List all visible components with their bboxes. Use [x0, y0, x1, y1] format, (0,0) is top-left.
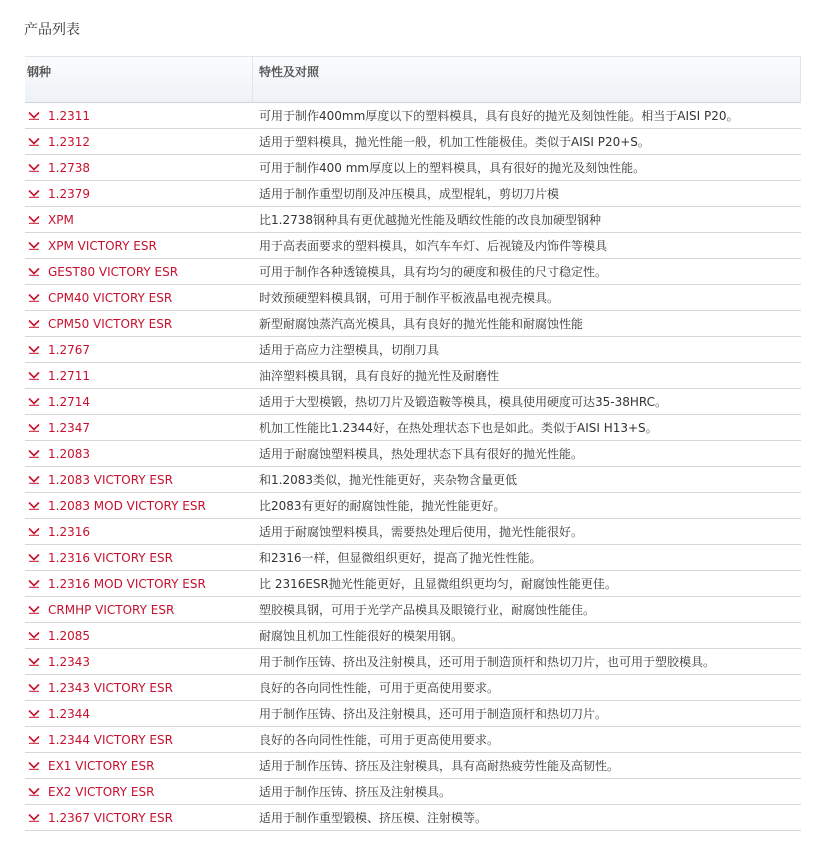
grade-label[interactable]: 1.2085 [48, 628, 90, 643]
grade-link[interactable] [25, 603, 259, 617]
page-title: 产品列表 [24, 22, 80, 38]
chevron-down-icon [28, 319, 40, 328]
header-grade: 钢种 [25, 57, 253, 102]
grade-description: 和1.2083类似，抛光性能更好，夹杂物含量更低 [259, 472, 517, 487]
chevron-down-icon [28, 579, 40, 588]
table-row [25, 545, 801, 571]
grade-link[interactable] [25, 213, 259, 227]
grade-description: 适用于制作重型切削及冲压模具，成型棍轧，剪切刀片模 [259, 186, 560, 201]
grade-label[interactable]: 1.2711 [48, 368, 90, 383]
chevron-down-icon [28, 761, 40, 770]
chevron-down-icon [28, 371, 40, 380]
grade-label[interactable]: 1.2347 [48, 420, 90, 435]
grade-description: 适用于耐腐蚀塑料模具，需要热处理后使用，抛光性能很好。 [259, 524, 584, 539]
chevron-down-icon [28, 735, 40, 744]
grade-label[interactable]: XPM VICTORY ESR [48, 238, 157, 253]
grade-link[interactable] [25, 577, 259, 591]
grade-description: 油淬塑料模具钢，具有良好的抛光性及耐磨性 [259, 368, 500, 383]
table-row [25, 441, 801, 467]
chevron-down-icon [28, 137, 40, 146]
grade-label[interactable]: 1.2316 MOD VICTORY ESR [48, 576, 206, 591]
grade-label[interactable]: 1.2767 [48, 342, 90, 357]
grade-link[interactable] [25, 525, 259, 539]
grade-link[interactable] [25, 655, 259, 669]
grade-description: 良好的各向同性性能，可用于更高使用要求。 [259, 680, 500, 695]
chevron-down-icon [28, 631, 40, 640]
grade-description: 适用于塑料模具，抛光性能一般，机加工性能极佳。类似于AISI P20+S。 [259, 134, 650, 149]
chevron-down-icon [28, 397, 40, 406]
chevron-down-icon [28, 293, 40, 302]
grade-link[interactable] [25, 135, 259, 149]
grade-label[interactable]: XPM [48, 212, 74, 227]
grade-label[interactable]: 1.2311 [48, 108, 90, 123]
chevron-down-icon [28, 527, 40, 536]
grade-link[interactable] [25, 447, 259, 461]
chevron-down-icon [28, 605, 40, 614]
grade-description: 用于制作压铸、挤出及注射模具，还可用于制造顶杆和热切刀片。 [259, 706, 608, 721]
grade-label[interactable]: 1.2367 VICTORY ESR [48, 810, 173, 825]
grade-link[interactable] [25, 473, 259, 487]
grade-label[interactable]: 1.2083 MOD VICTORY ESR [48, 498, 206, 513]
table-row [25, 129, 801, 155]
table-row [25, 597, 801, 623]
grade-link[interactable] [25, 759, 259, 773]
chevron-down-icon [28, 111, 40, 120]
grade-description: 适用于耐腐蚀塑料模具，热处理状态下具有很好的抛光性能。 [259, 446, 584, 461]
chevron-down-icon [28, 813, 40, 822]
table-row [25, 753, 801, 779]
grade-label[interactable]: 1.2379 [48, 186, 90, 201]
table-row [25, 805, 801, 831]
grade-description: 可用于制作400 mm厚度以上的塑料模具，具有很好的抛光及刻蚀性能。 [259, 160, 646, 175]
grade-link[interactable] [25, 733, 259, 747]
grade-label[interactable]: 1.2312 [48, 134, 90, 149]
table-row [25, 727, 801, 753]
chevron-down-icon [28, 423, 40, 432]
table-row [25, 779, 801, 805]
table-row [25, 389, 801, 415]
grade-description: 比1.2738钢种具有更优越抛光性能及晒纹性能的改良加硬型钢种 [259, 212, 601, 227]
grade-description: 用于制作压铸、挤出及注射模具，还可用于制造顶杆和热切刀片，也可用于塑胶模具。 [259, 654, 716, 669]
header-features: 特性及对照 [259, 65, 320, 79]
chevron-down-icon [28, 501, 40, 510]
grade-label[interactable]: 1.2083 VICTORY ESR [48, 472, 173, 487]
grade-label[interactable]: 1.2343 VICTORY ESR [48, 680, 173, 695]
table-body [25, 103, 801, 831]
chevron-down-icon [28, 683, 40, 692]
table-row [25, 649, 801, 675]
chevron-down-icon [28, 657, 40, 666]
chevron-down-icon [28, 449, 40, 458]
table-row [25, 337, 801, 363]
chevron-down-icon [28, 787, 40, 796]
chevron-down-icon [28, 267, 40, 276]
grade-label[interactable]: 1.2714 [48, 394, 90, 409]
grade-label[interactable]: 1.2316 [48, 524, 90, 539]
grade-link[interactable] [25, 161, 259, 175]
table-row [25, 415, 801, 441]
grade-description: 适用于高应力注塑模具，切削刀具 [259, 342, 440, 357]
grade-link[interactable] [25, 291, 259, 305]
grade-description: 适用于制作压铸、挤压及注射模具。 [259, 784, 452, 799]
table-row [25, 701, 801, 727]
table-header [25, 56, 801, 103]
grade-description: 可用于制作400mm厚度以下的塑料模具，具有良好的抛光及刻蚀性能。相当于AISI P20。 [259, 108, 739, 123]
chevron-down-icon [28, 215, 40, 224]
grade-link[interactable] [25, 187, 259, 201]
grade-label[interactable]: 1.2344 [48, 706, 90, 721]
grade-label[interactable]: CRMHP VICTORY ESR [48, 602, 175, 617]
grade-link[interactable] [25, 109, 259, 123]
grade-link[interactable] [25, 317, 259, 331]
chevron-down-icon [28, 709, 40, 718]
grade-link[interactable] [25, 551, 259, 565]
chevron-down-icon [28, 163, 40, 172]
table-row [25, 311, 801, 337]
grade-description: 新型耐腐蚀蒸汽高光模具，具有良好的抛光性能和耐腐蚀性能 [259, 316, 584, 331]
table-row [25, 103, 801, 129]
table-row [25, 285, 801, 311]
table-row [25, 363, 801, 389]
grade-label[interactable]: 1.2343 [48, 654, 90, 669]
grade-label[interactable]: CPM50 VICTORY ESR [48, 316, 173, 331]
grade-description: 比2083有更好的耐腐蚀性能，抛光性能更好。 [259, 498, 506, 513]
grade-link[interactable] [25, 369, 259, 383]
grade-label[interactable]: GEST80 VICTORY ESR [48, 264, 179, 279]
grade-description: 时效预硬塑料模具钢，可用于制作平板液晶电视壳模具。 [259, 290, 560, 305]
grade-label[interactable]: 1.2316 VICTORY ESR [48, 550, 173, 565]
grade-description: 适用于制作重型锻模、挤压模、注射模等。 [259, 810, 488, 825]
grade-label[interactable]: 1.2344 VICTORY ESR [48, 732, 173, 747]
grade-description: 良好的各向同性性能，可用于更高使用要求。 [259, 732, 500, 747]
grade-link[interactable] [25, 785, 259, 799]
grade-label[interactable]: 1.2738 [48, 160, 90, 175]
table-row [25, 181, 801, 207]
grade-description: 机加工性能比1.2344好，在热处理状态下也是如此。类似于AISI H13+S。 [259, 420, 658, 435]
grade-link[interactable] [25, 239, 259, 253]
table-row [25, 493, 801, 519]
chevron-down-icon [28, 345, 40, 354]
grade-label[interactable]: EX2 VICTORY ESR [48, 784, 155, 799]
grade-label[interactable]: EX1 VICTORY ESR [48, 758, 155, 773]
grade-link[interactable] [25, 681, 259, 695]
grade-label[interactable]: 1.2083 [48, 446, 90, 461]
grade-description: 适用于大型模锻，热切刀片及锻造鞍等模具，模具使用硬度可达35-38HRC。 [259, 394, 668, 409]
grade-link[interactable] [25, 421, 259, 435]
table-row [25, 259, 801, 285]
grade-description: 塑胶模具钢，可用于光学产品模具及眼镜行业，耐腐蚀性能佳。 [259, 602, 596, 617]
table-row [25, 571, 801, 597]
table-row [25, 233, 801, 259]
grade-description: 用于高表面要求的塑料模具，如汽车车灯、后视镜及内饰件等模具 [259, 238, 608, 253]
table-row [25, 519, 801, 545]
chevron-down-icon [28, 241, 40, 250]
grade-link[interactable] [25, 395, 259, 409]
table-row [25, 675, 801, 701]
table-row [25, 207, 801, 233]
grade-description: 比 2316ESR抛光性能更好，且显微组织更均匀，耐腐蚀性能更佳。 [259, 576, 617, 591]
grade-link[interactable] [25, 629, 259, 643]
grade-link[interactable] [25, 811, 259, 825]
table-row [25, 467, 801, 493]
grade-description: 可用于制作各种透镜模具，具有均匀的硬度和极佳的尺寸稳定性。 [259, 264, 608, 279]
grade-description: 和2316一样，但显微组织更好，提高了抛光性性能。 [259, 550, 542, 565]
grade-link[interactable] [25, 265, 259, 279]
chevron-down-icon [28, 553, 40, 562]
grade-description: 适用于制作压铸、挤压及注射模具，具有高耐热疲劳性能及高韧性。 [259, 758, 620, 773]
product-table [25, 56, 801, 831]
grade-label[interactable]: CPM40 VICTORY ESR [48, 290, 173, 305]
table-row [25, 623, 801, 649]
chevron-down-icon [28, 189, 40, 198]
chevron-down-icon [28, 475, 40, 484]
grade-link[interactable] [25, 499, 259, 513]
table-row [25, 155, 801, 181]
grade-link[interactable] [25, 707, 259, 721]
grade-description: 耐腐蚀且机加工性能很好的模架用钢。 [259, 628, 464, 643]
grade-link[interactable] [25, 343, 259, 357]
